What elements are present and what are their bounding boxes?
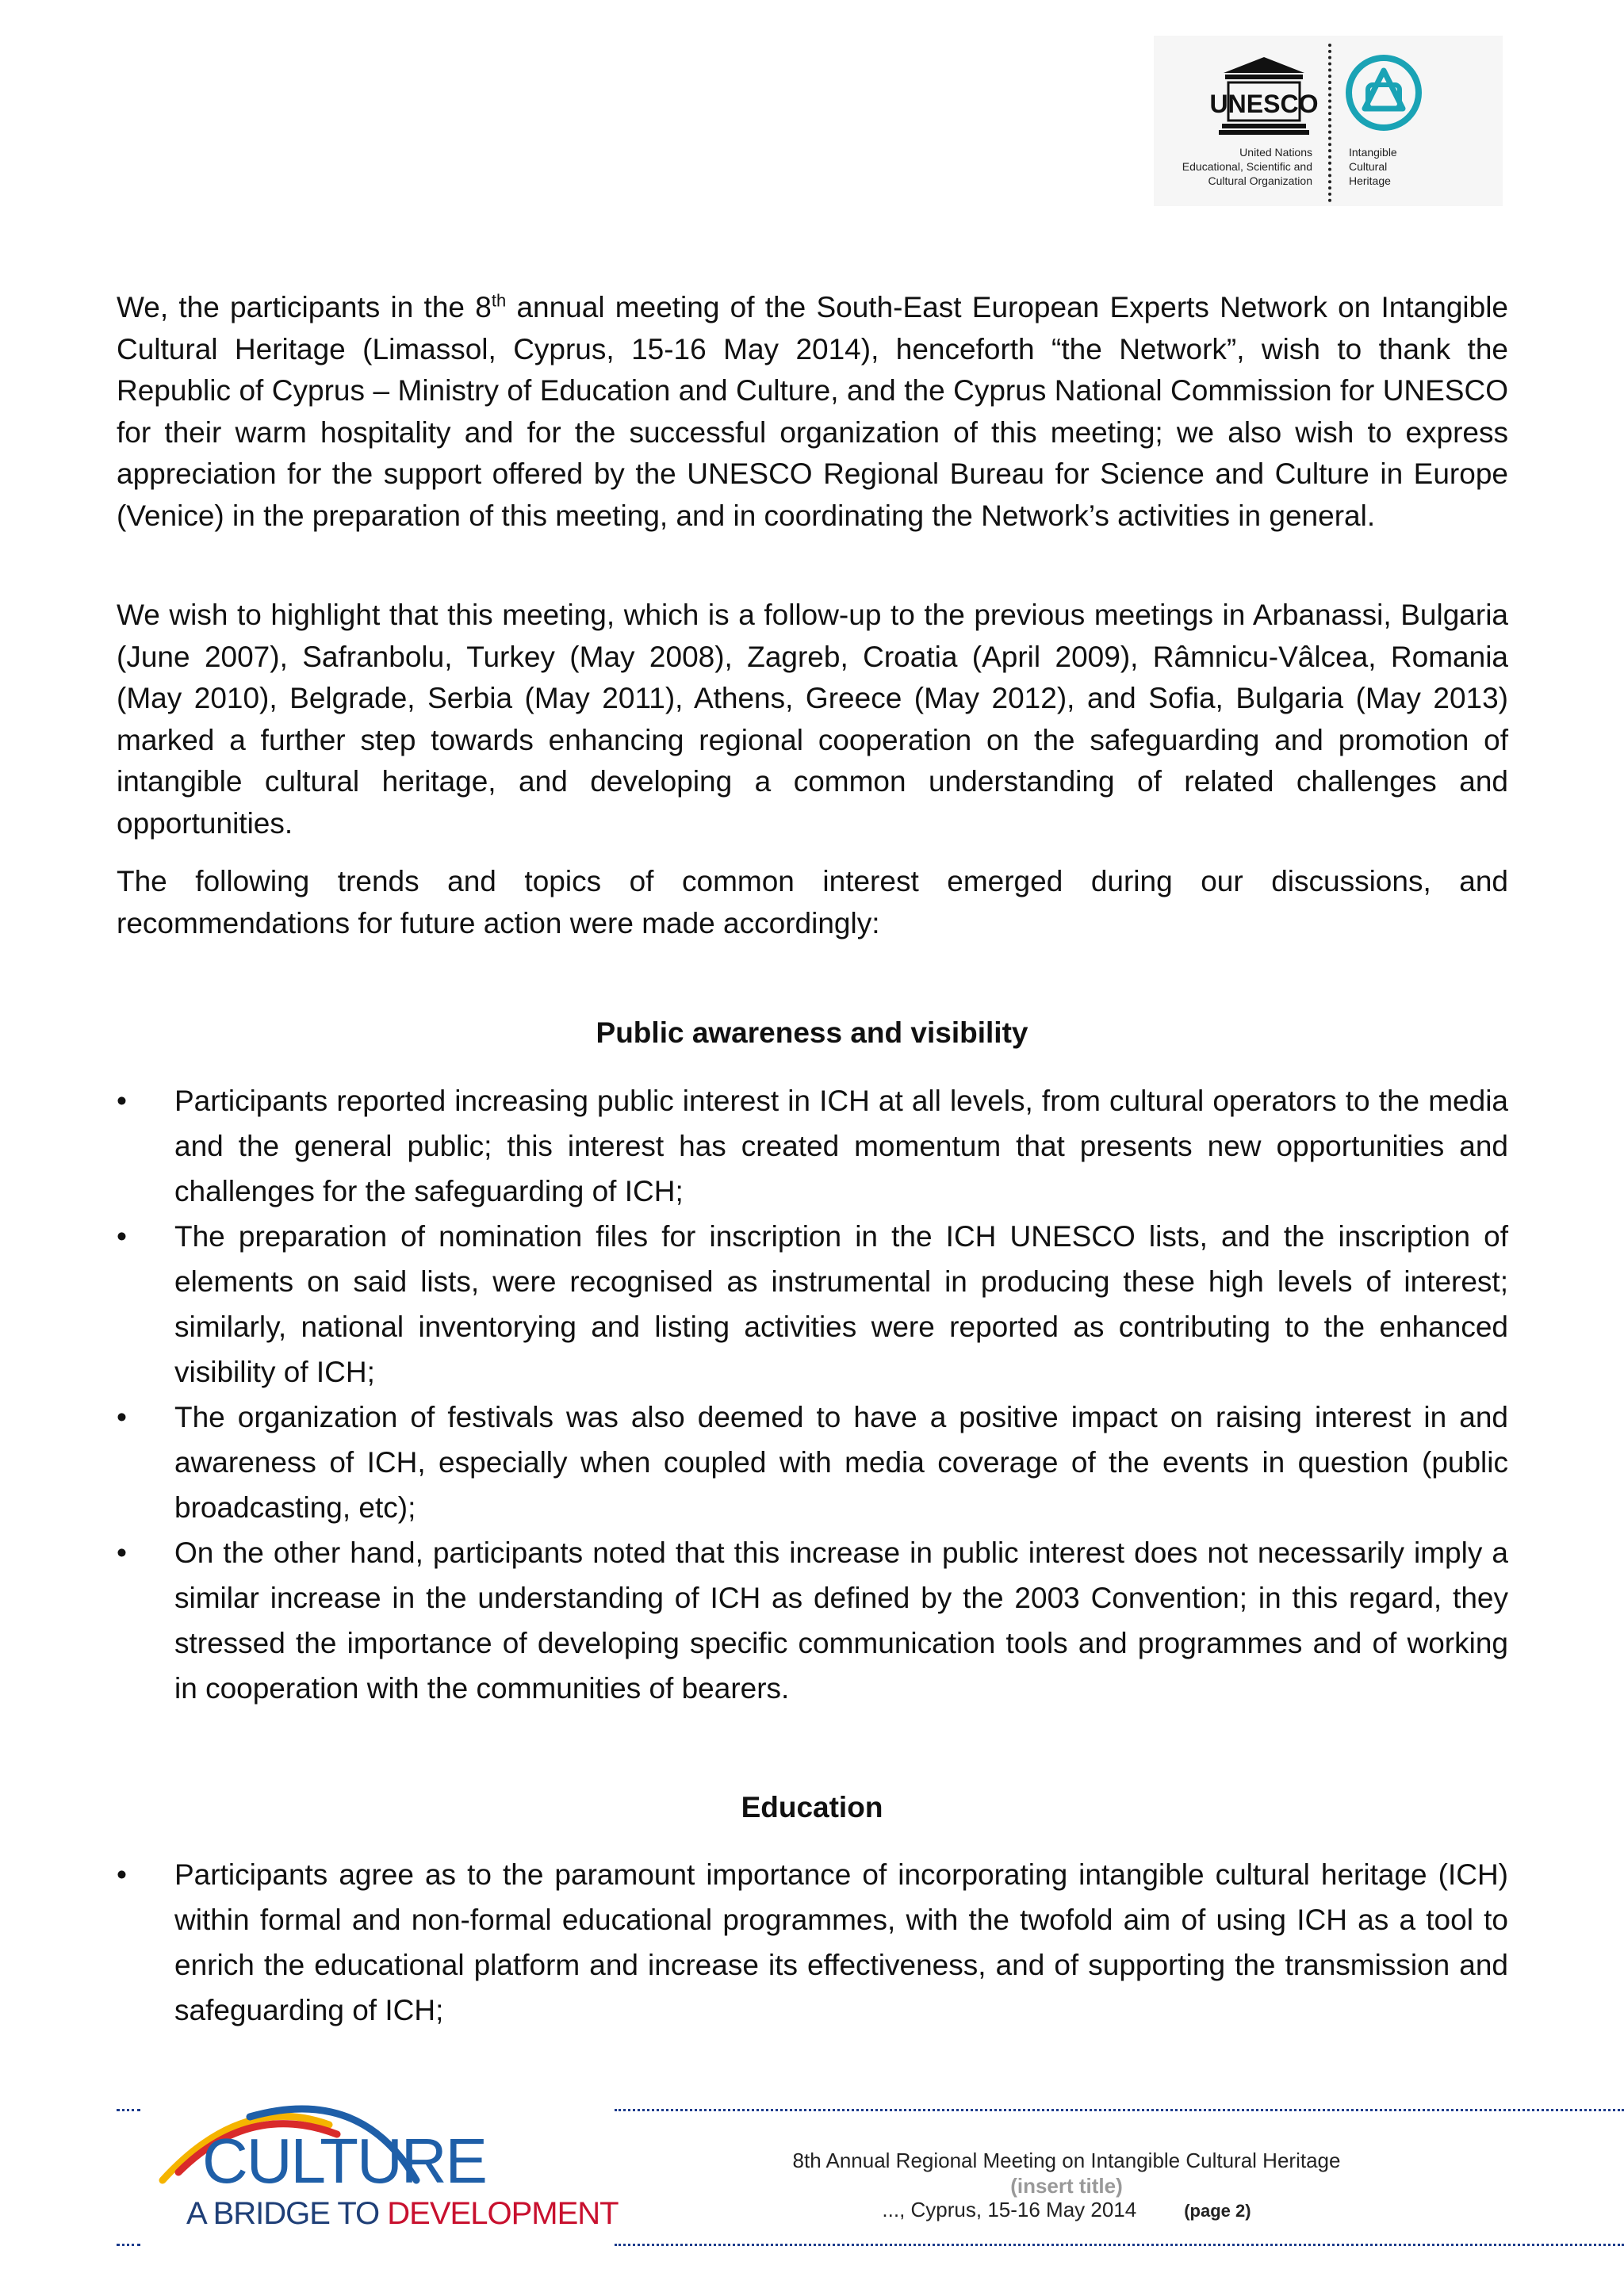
footer-divider-top — [615, 2109, 1624, 2111]
footer-logo-tagline: A BRIDGE TO DEVELOPMENT — [186, 2196, 619, 2231]
section-heading-education: Education — [741, 1791, 883, 1823]
ich-emblem-icon — [1344, 53, 1423, 132]
footer-divider-left-bottom — [117, 2244, 140, 2246]
bullet-icon: • — [117, 1536, 127, 1569]
unesco-caption: United Nations Educational, Scientific and Cultural Organization — [1182, 146, 1312, 187]
footer-insert-title: (insert title) — [1010, 2174, 1123, 2198]
intro-paragraph-1: We, the participants in the 8th annual meeting of the South-East European Experts Network on Intangible Cultural Heritage (Limassol, Cyprus, 15-16 May 2014), henceforth “the Network”, wish to thank the Republic of Cyprus – Ministry of Education and Culture, and the Cyprus National Commission for UNESCO for their warm hospitality and for the successful organization of this meeting; we also wish to express appreciation for the support offered by the UNESCO Regional Bureau for Science and Culture in Europe (Venice) in the preparation of this meeting, and in coordinating the Network’s activities in general. — [117, 290, 1508, 532]
ich-caption: Intangible Cultural Heritage — [1349, 146, 1397, 187]
footer-logo-culture: CULTURE — [202, 2126, 486, 2196]
list-item: • Participants agree as to the paramount importance of incorporating intangible cultural heritage (ICH) within formal and non-formal educational programmes, with the twofold aim of using ICH as a tool to enrich the educational platform and increase its effectiveness, and of supporting the transmission and safeguarding of ICH; — [117, 1852, 1508, 2033]
bullet-icon: • — [117, 1858, 127, 1891]
logo-divider — [1328, 44, 1331, 202]
unesco-temple-icon — [1209, 55, 1319, 135]
footer-divider-bottom — [615, 2244, 1624, 2246]
bullet-icon: • — [117, 1085, 127, 1117]
intro-paragraph-3: The following trends and topics of common interest emerged during our discussions, and recommendations for future action were made accordingly: — [117, 865, 1508, 939]
bullet-icon: • — [117, 1220, 127, 1253]
list-item: • Participants reported increasing public interest in ICH at all levels, from cultural operators to the media and the general public; this interest has created momentum that presents new opportunities and challenges for the safeguarding of ICH; — [117, 1078, 1508, 1214]
footer-divider-left — [117, 2109, 140, 2111]
intro-paragraph-2: We wish to highlight that this meeting, which is a follow-up to the previous meetings in Arbanassi, Bulgaria (June 2007), Safranbolu, Turkey (May 2008), Zagreb, Croatia (April 2009), Râmnicu-Vâlcea, Romania (May 2010), Belgrade, Serbia (May 2011), Athens, Greece (May 2012), and Sofia, Bulgaria (May 2013) marked a further step towards enhancing regional cooperation on the safeguarding and promotion of intangible cultural heritage, and developing a common understanding of related challenges and opportunities. — [117, 599, 1508, 840]
unesco-wordmark: UNESCO — [1209, 90, 1319, 118]
list-item: • The preparation of nomination files for inscription in the ICH UNESCO lists, and the inscription of elements on said lists, were recognised as instrumental in producing these high levels of interest; similarly, national inventorying and listing activities were reported as contributing to the enhanced visibility of ICH; — [117, 1214, 1508, 1395]
list-item: • The organization of festivals was also deemed to have a positive impact on raising interest in and awareness of ICH, especially when coupled with media coverage of the events in question (public broadcasting, etc); — [117, 1395, 1508, 1530]
bullet-icon: • — [117, 1401, 127, 1433]
list-item: • On the other hand, participants noted that this increase in public interest does not necessarily imply a similar increase in the understanding of ICH as defined by the 2003 Convention; in this regard, they stressed the importance of developing specific communication tools and programmes and of working in cooperation with the communities of bearers. — [117, 1530, 1508, 1711]
public-awareness-list — [117, 1078, 1508, 1711]
unesco-ich-logo — [1154, 36, 1503, 206]
education-list — [117, 1852, 1508, 2033]
page-number: (page 2) — [1184, 2201, 1251, 2221]
footer-meeting-title: 8th Annual Regional Meeting on Intangible Cultural Heritage — [792, 2149, 1341, 2172]
section-heading-public-awareness: Public awareness and visibility — [596, 1016, 1028, 1049]
footer-location-date: ..., Cyprus, 15-16 May 2014 (page 2) — [882, 2198, 1251, 2221]
